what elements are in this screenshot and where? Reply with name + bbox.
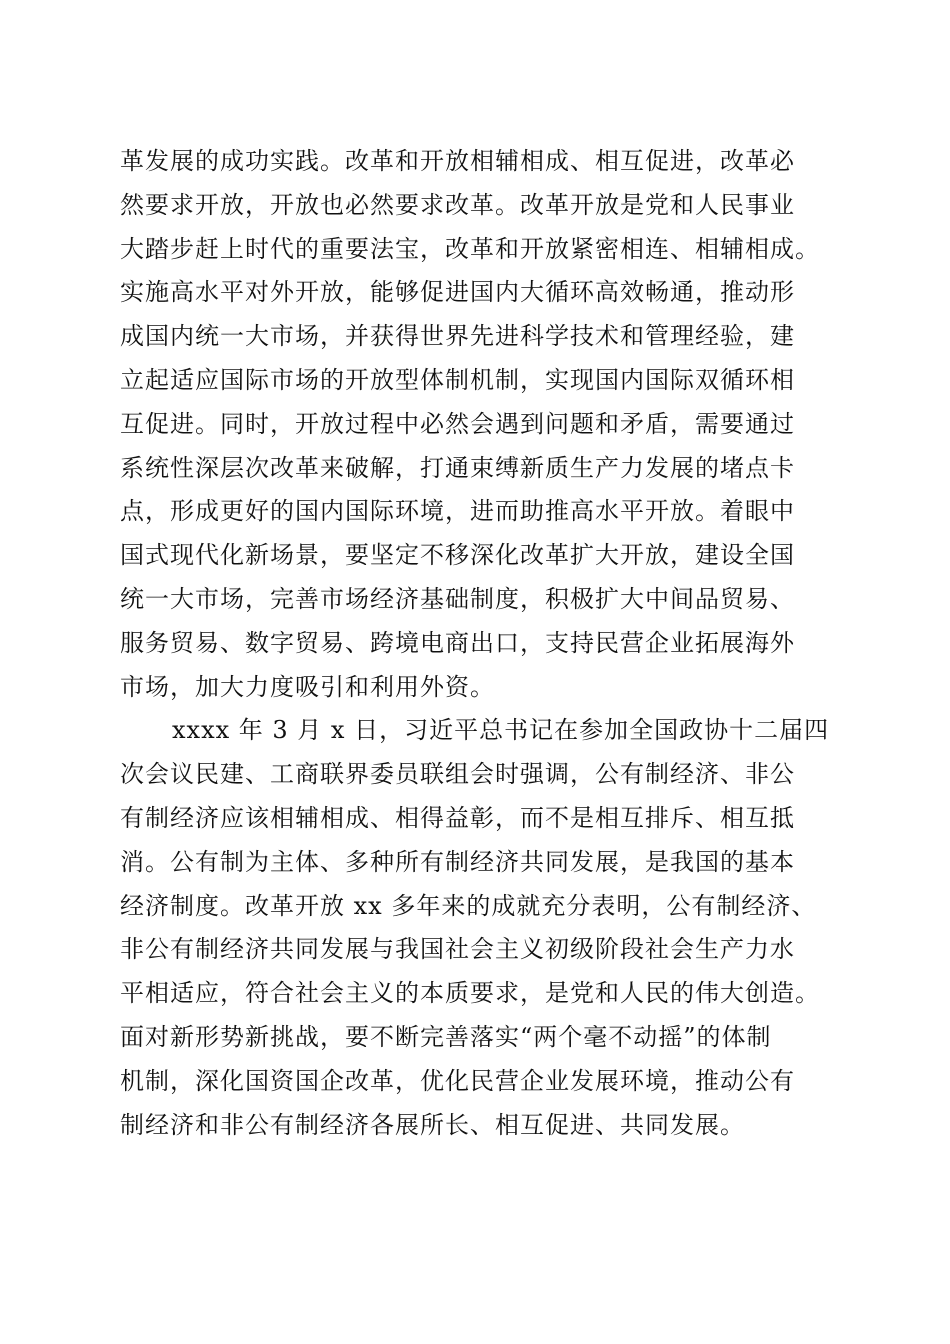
paragraph-line: 制经济和非公有制经济各展所长、相互促进、共同发展。: [120, 1110, 745, 1139]
paragraph-line: 大踏步赶上时代的重要法宝，改革和开放紧密相连、相辅相成。: [120, 234, 820, 263]
paragraph-line: 有制经济应该相辅相成、相得益彰，而不是相互排斥、相互抵: [120, 803, 795, 832]
paragraph-line: 面对新形势新挑战，要不断完善落实“两个毫不动摇”的体制: [120, 1022, 772, 1051]
paragraph-2: [120, 709, 850, 1147]
document-body: [120, 140, 850, 1147]
paragraph-line: 成国内统一大市场，并获得世界先进科学技术和管理经验，建: [120, 322, 795, 351]
paragraph-line: 统一大市场，完善市场经济基础制度，积极扩大中间品贸易、: [120, 584, 795, 613]
paragraph-line: 立起适应国际市场的开放型体制机制，实现国内国际双循环相: [120, 365, 795, 394]
paragraph-line: 市场，加大力度吸引和利用外资。: [120, 672, 495, 701]
paragraph-line: 消。公有制为主体、多种所有制经济共同发展，是我国的基本: [120, 847, 795, 876]
paragraph-line: 国式现代化新场景，要坚定不移深化改革扩大开放，建设全国: [120, 541, 795, 570]
paragraph-line: 机制，深化国资国企改革，优化民营企业发展环境，推动公有: [120, 1066, 795, 1095]
paragraph-line: 实施高水平对外开放，能够促进国内大循环高效畅通，推动形: [120, 278, 795, 307]
paragraph-line: 互促进。同时，开放过程中必然会遇到问题和矛盾，需要通过: [120, 409, 795, 438]
paragraph-line: 经济制度。改革开放 xx 多年来的成就充分表明，公有制经济、: [120, 891, 817, 920]
paragraph-line: 次会议民建、工商联界委员联组会时强调，公有制经济、非公: [120, 760, 795, 789]
paragraph-line: 非公有制经济共同发展与我国社会主义初级阶段社会生产力水: [120, 935, 795, 964]
paragraph-line: 服务贸易、数字贸易、跨境电商出口，支持民营企业拓展海外: [120, 628, 795, 657]
paragraph-line: 革发展的成功实践。改革和开放相辅相成、相互促进，改革必: [120, 147, 795, 175]
paragraph-line: 然要求开放，开放也必然要求改革。改革开放是党和人民事业: [120, 190, 795, 219]
paragraph-line: 点，形成更好的国内国际环境，进而助推高水平开放。着眼中: [120, 497, 795, 526]
paragraph-1: [120, 140, 850, 709]
paragraph-line: xxxx 年 3 月 x 日，习近平总书记在参加全国政协十二届四: [172, 716, 830, 745]
paragraph-line: 平相适应，符合社会主义的本质要求，是党和人民的伟大创造。: [120, 979, 820, 1008]
paragraph-line: 系统性深层次改革来破解，打通束缚新质生产力发展的堵点卡: [120, 453, 795, 482]
